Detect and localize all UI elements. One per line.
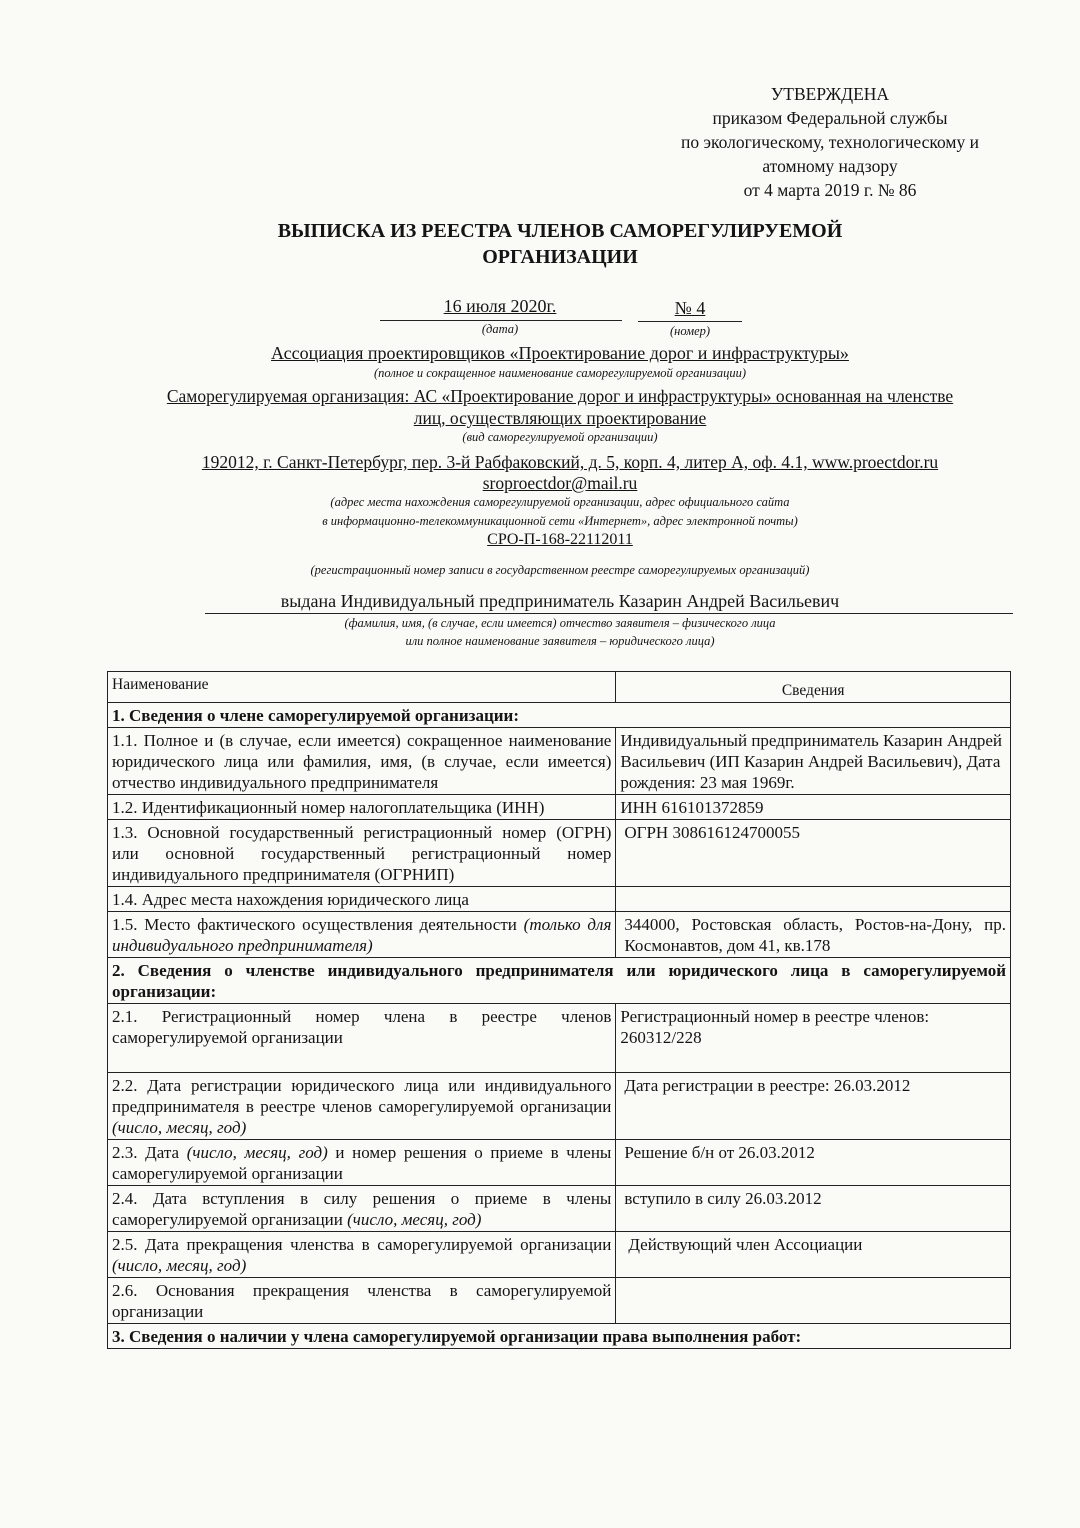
- table-row: [108, 1004, 1011, 1073]
- registry-table: [107, 671, 1011, 1349]
- approval-block: [640, 82, 1020, 202]
- row-value: Дата регистрации в реестре: 26.03.2012: [616, 1073, 1011, 1140]
- issued-to: выдана Индивидуальный предприниматель Казарин Андрей Васильевич: [280, 591, 840, 611]
- registry-number-caption: (регистрационный номер записи в государственном реестре саморегулируемых организаций): [310, 563, 810, 577]
- approval-heading: УТВЕРЖДЕНА: [770, 84, 890, 104]
- date-caption: (дата): [481, 322, 519, 336]
- row-value: [616, 1278, 1011, 1324]
- table-header-row: [108, 672, 1011, 703]
- table-row: [108, 1140, 1011, 1186]
- approval-line: приказом Федеральной службы: [712, 108, 948, 128]
- registry-number: СРО-П-168-22112011: [487, 531, 633, 548]
- row-value: 344000, Ростовская область, Ростов-на-Дону, пр. Космонавтов, дом 41, кв.178: [616, 912, 1011, 958]
- table-row: [108, 887, 1011, 912]
- approval-line: по экологическому, технологическому и: [681, 132, 979, 152]
- row-label: 1.1. Полное и (в случае, если имеется) сокращенное наименование юридического лица или фамилия, имя, (в случае, если имеется) отчество индивидуального предпринимателя: [108, 728, 616, 795]
- row-label: 2.5. Дата прекращения членства в саморегулируемой организации (число, месяц, год): [108, 1232, 616, 1278]
- row-value: Регистрационный номер в реестре членов: 260312/228: [616, 1004, 1011, 1073]
- row-value: Индивидуальный предприниматель Казарин Андрей Васильевич (ИП Казарин Андрей Васильевич), Дата рождения: 23 мая 1969г.: [616, 728, 1011, 795]
- row-value: ИНН 616101372859: [616, 795, 1011, 820]
- row-label: 2.4. Дата вступления в силу решения о приеме в члены саморегулируемой организации (число, месяц, год): [108, 1186, 616, 1232]
- table-row: [108, 1186, 1011, 1232]
- address-line1: 192012, г. Санкт-Петербург, пер. 3-й Рабфаковский, д. 5, корп. 4, литер А, оф. 4.1, www.proectdor.ru: [201, 452, 939, 472]
- org-name-caption: (полное и сокращенное наименование саморегулируемой организации): [373, 366, 747, 380]
- table-row: [108, 795, 1011, 820]
- row-value: ОГРН 308616124700055: [616, 820, 1011, 887]
- row-label: 1.2. Идентификационный номер налогоплательщика (ИНН): [108, 795, 616, 820]
- table-row: [108, 820, 1011, 887]
- issued-caption-line2: или полное наименование заявителя – юридического лица): [405, 634, 715, 648]
- section-3-title: 3. Сведения о наличии у члена саморегулируемой организации права выполнения работ:: [108, 1324, 1011, 1349]
- section-row: [108, 1324, 1011, 1349]
- column-header-name: Наименование: [108, 672, 616, 703]
- section-row: [108, 958, 1011, 1004]
- table-row: [108, 728, 1011, 795]
- row-label: 2.2. Дата регистрации юридического лица или индивидуального предпринимателя в реестре членов саморегулируемой организации (число, месяц, год): [108, 1073, 616, 1140]
- section-2-title: 2. Сведения о членстве индивидуального предпринимателя или юридического лица в саморегулируемой организации:: [108, 958, 1011, 1004]
- section-row: [108, 703, 1011, 728]
- date-underline: [380, 320, 622, 321]
- table-row: [108, 1278, 1011, 1324]
- date-value: 16 июля 2020г.: [443, 296, 557, 316]
- table-row: [108, 912, 1011, 958]
- row-label: 1.5. Место фактического осуществления деятельности (только для индивидуального предпринимателя): [108, 912, 616, 958]
- number-caption: (номер): [669, 324, 711, 338]
- row-value: Действующий член Ассоциации: [616, 1232, 1011, 1278]
- org-name: Ассоциация проектировщиков «Проектирование дорог и инфраструктуры»: [271, 343, 849, 363]
- section-1-title: 1. Сведения о члене саморегулируемой организации:: [108, 703, 1011, 728]
- column-header-info: Сведения: [616, 672, 1011, 703]
- org-type-line2: лиц, осуществляющих проектирование: [413, 408, 707, 428]
- row-value: Решение б/н от 26.03.2012: [616, 1140, 1011, 1186]
- org-type-caption: (вид саморегулируемой организации): [462, 430, 658, 444]
- document-title: ВЫПИСКА ИЗ РЕЕСТРА ЧЛЕНОВ САМОРЕГУЛИРУЕМОЙ ОРГАНИЗАЦИИ: [277, 220, 843, 268]
- issued-caption-line1: (фамилия, имя, (в случае, если имеется) отчество заявителя – физического лица: [344, 616, 776, 630]
- approval-line: атомному надзору: [762, 156, 898, 176]
- row-label: 2.3. Дата (число, месяц, год) и номер решения о приеме в члены саморегулируемой организации: [108, 1140, 616, 1186]
- approval-line: от 4 марта 2019 г. № 86: [743, 180, 917, 200]
- row-label: 2.1. Регистрационный номер члена в реестре членов саморегулируемой организации: [108, 1004, 616, 1073]
- issued-underline: [205, 613, 1013, 614]
- table-row: [108, 1073, 1011, 1140]
- table-row: [108, 1232, 1011, 1278]
- number-underline: [638, 321, 742, 322]
- row-value: вступило в силу 26.03.2012: [616, 1186, 1011, 1232]
- row-label: 1.4. Адрес места нахождения юридического лица: [108, 887, 616, 912]
- row-value: [616, 887, 1011, 912]
- row-label: 1.3. Основной государственный регистрационный номер (ОГРН) или основной государственный регистрационный номер индивидуального предпринимателя (ОГРНИП): [108, 820, 616, 887]
- address-caption-line1: (адрес места нахождения саморегулируемой организации, адрес официального сайта: [330, 495, 790, 509]
- org-type-line1: Саморегулируемая организация: АС «Проектирование дорог и инфраструктуры» основанная на членстве: [166, 386, 954, 406]
- address-email: sroproectdor@mail.ru: [482, 473, 638, 493]
- row-label: 2.6. Основания прекращения членства в саморегулируемой организации: [108, 1278, 616, 1324]
- number-value: № 4: [674, 298, 706, 318]
- address-caption-line2: в информационно-телекоммуникационной сети «Интернет», адрес электронной почты): [322, 514, 798, 528]
